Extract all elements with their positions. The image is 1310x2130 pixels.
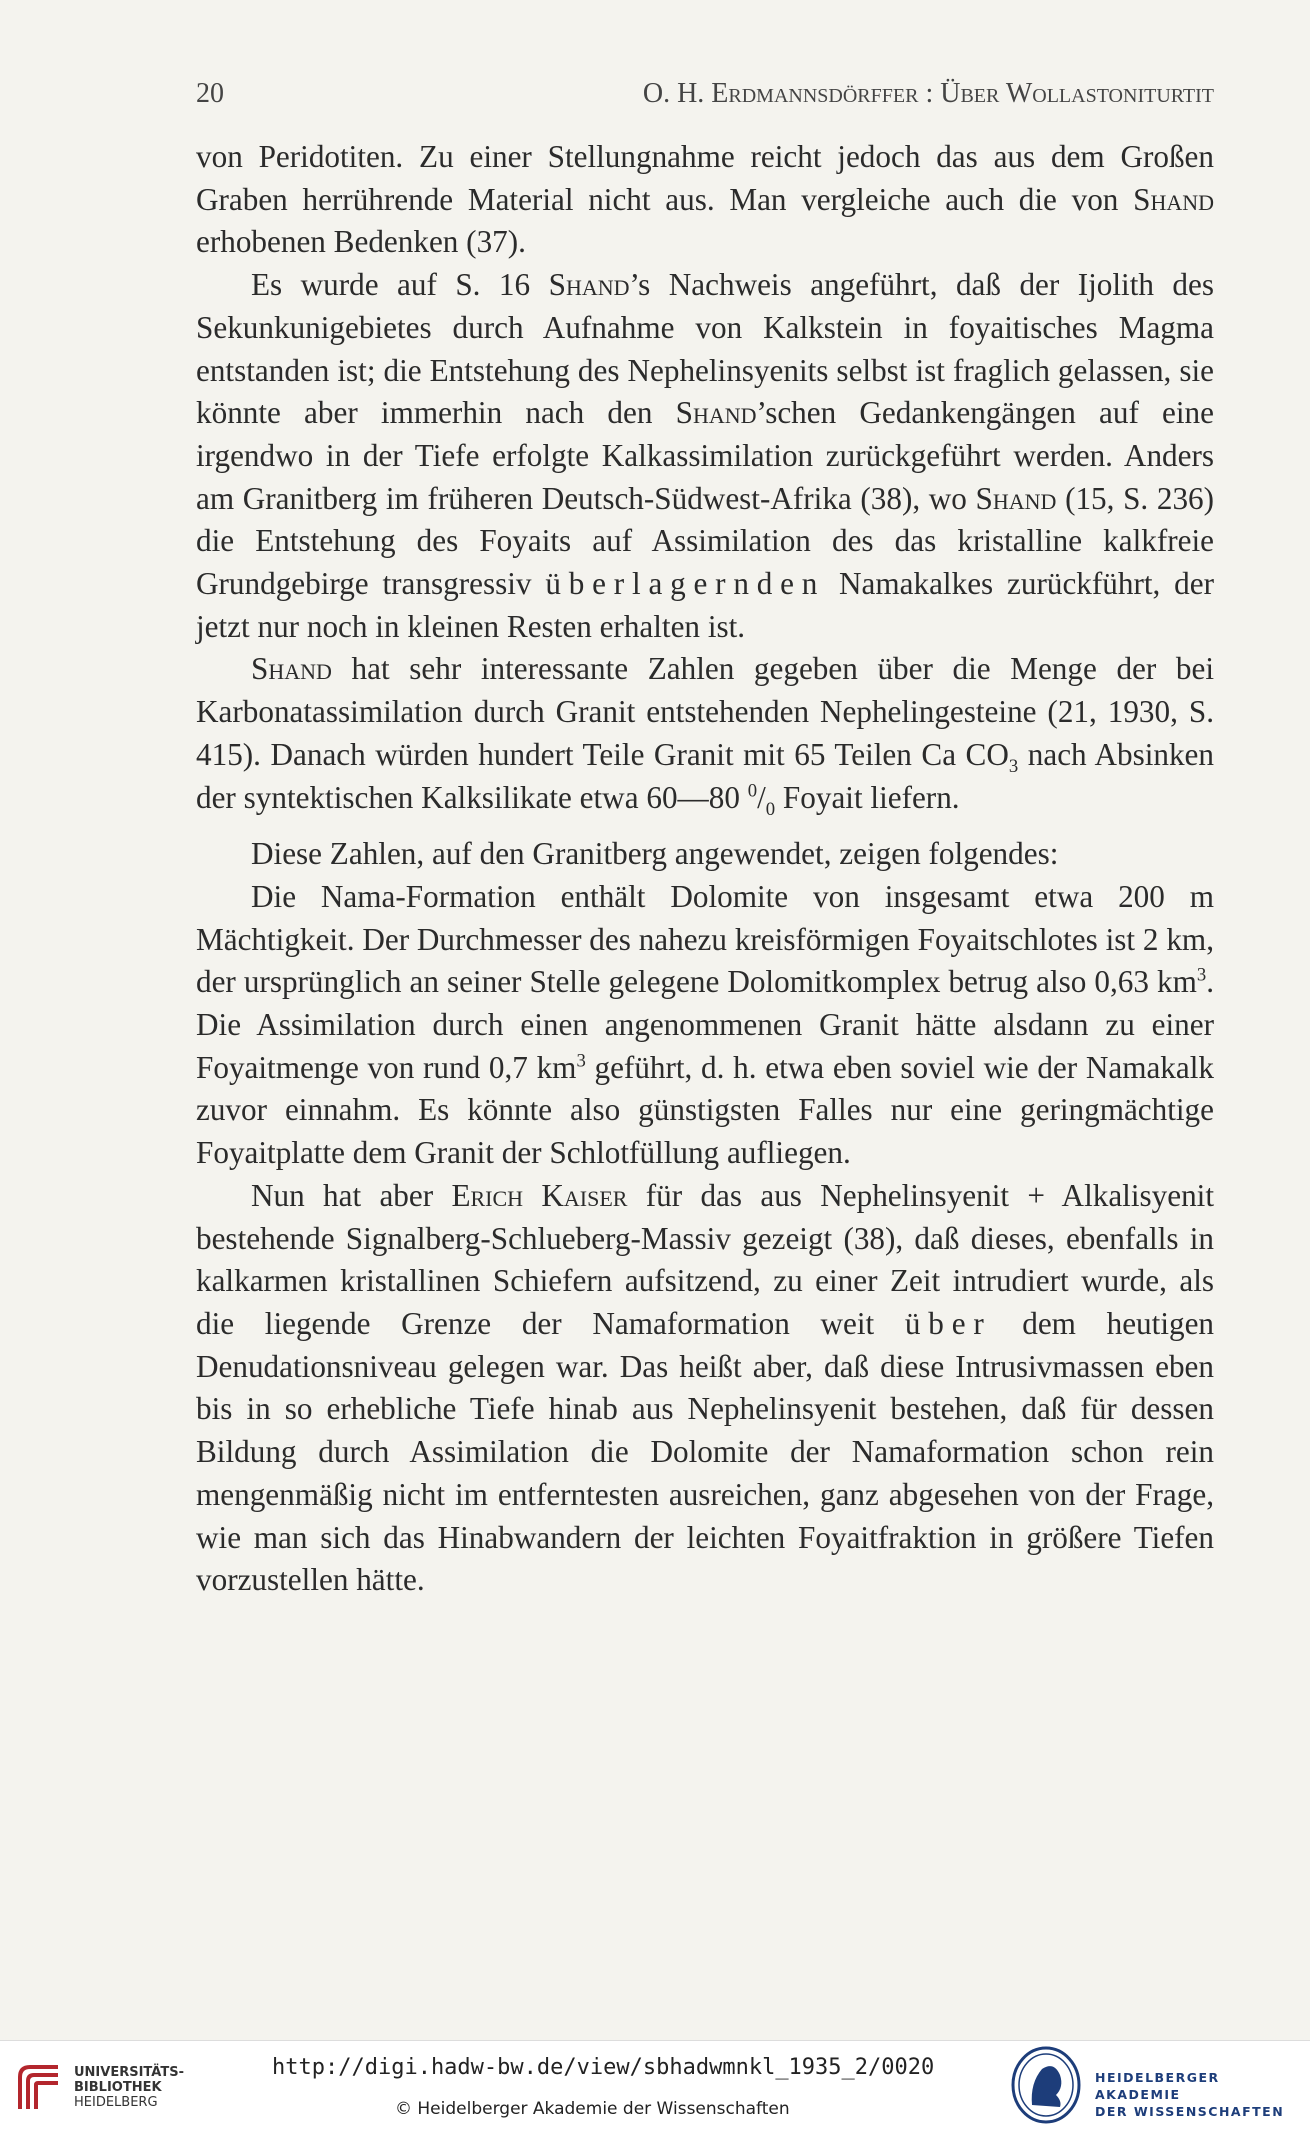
author-name-kaiser: Erich Kaiser xyxy=(451,1177,628,1213)
p5-a: Die Nama-Formation enthält Dolomite von insgesamt etwa 200 m Mächtigkeit. Der Durchmesser des nahezu kreisförmigen Foyaitschlotes ist 2 km, der ursprünglich an seiner Stelle gelegene Dolomitkomplex betrug also 0,63 km xyxy=(196,878,1214,1000)
author-name-shand: Shand xyxy=(1133,181,1215,217)
superscript-3: 3 xyxy=(1196,964,1207,986)
author-name-shand: Shand xyxy=(675,395,757,431)
page-number: 20 xyxy=(196,78,224,109)
paragraph-2 xyxy=(196,264,1214,648)
p2-a: Es wurde auf S. 16 xyxy=(251,267,531,303)
spaced-emphasis: überlagernden xyxy=(545,566,826,602)
paragraph-6 xyxy=(196,1175,1214,1602)
author-name-shand: Shand xyxy=(251,651,332,687)
copyright-notice: © Heidelberger Akademie der Wissenschaften xyxy=(395,2099,790,2119)
paragraph-5 xyxy=(196,876,1214,1175)
library-line-1: UNIVERSITÄTS- xyxy=(74,2064,184,2080)
permille-sub: 0 xyxy=(765,798,776,820)
permille-slash: / xyxy=(757,779,766,815)
academy-name[interactable] xyxy=(1095,2069,1310,2120)
p5-c: geführt, d. h. etwa eben soviel wie der Namakalk zuvor einnahm. Es könnte also günstigsten Falles nur eine geringmächtige Foyaitplatte dem Granit der Schlotfüllung aufliegen. xyxy=(196,1049,1214,1171)
p2-c: ’schen Gedankengängen auf eine irgendwo in der Tiefe erfolgte Kalkassimilation zurückgeführt werden. Anders am Granitberg im früheren Deutsch-Südwest-Afrika (38), wo xyxy=(196,395,1214,516)
p1-text: von Peridotiten. Zu einer Stellungnahme reicht jedoch das aus dem Großen Graben herrührende Material nicht aus. Man vergleiche auch die von xyxy=(196,139,1214,217)
p6-a: Nun hat aber xyxy=(251,1177,434,1213)
paragraph-4: Diese Zahlen, auf den Granitberg angewendet, zeigen folgendes: xyxy=(251,836,1059,872)
ub-heidelberg-logo-icon xyxy=(14,2059,64,2115)
permalink-url[interactable]: http://digi.hadw-bw.de/view/sbhadwmnkl_1935_2/0020 xyxy=(272,2055,935,2080)
p2-b: ’s Nachweis angeführt, daß der Ijolith des Sekunkunigebietes durch Aufnahme von Kalkstein in foyaitisches Magma entstanden ist; die Entstehung des Nephelinsyenits selbst ist fraglich gelassen, sie könnte aber immerhin nach den xyxy=(196,267,1214,431)
p2-e: Namakalkes zurückführt, der jetzt nur noch in kleinen Resten erhalten ist. xyxy=(196,566,1215,644)
library-line-3: HEIDELBERG xyxy=(74,2094,158,2110)
p3-a: hat sehr interessante Zahlen gegeben über die Menge der bei Karbonatassimilation durch Granit entstehenden Nephelingesteine (21, 1930, S. 415). Danach würden hundert Teile Granit mit 65 Teilen Ca CO xyxy=(196,651,1215,772)
academy-seal-icon xyxy=(1010,2045,1082,2125)
p3-b: nach Absinken der syntektischen Kalksilikate etwa 60—80 xyxy=(196,736,1214,815)
library-logo[interactable] xyxy=(14,2059,184,2115)
author-name-shand: Shand xyxy=(975,480,1057,516)
permille-sup: 0 xyxy=(747,780,758,802)
p5-b: . Die Assimilation durch einen angenommenen Granit hätte alsdann zu einer Foyaitmenge von rund 0,7 km xyxy=(196,964,1214,1085)
spaced-emphasis: über xyxy=(904,1305,992,1341)
paragraph-1 xyxy=(196,136,1214,264)
paragraph-3 xyxy=(196,648,1214,819)
p3-c: Foyait liefern. xyxy=(782,779,960,815)
p2-d: (15, S. 236) die Entstehung des Foyaits auf Assimilation des das kristalline kalkfreie Grundgebirge transgressiv xyxy=(196,480,1215,602)
library-name xyxy=(74,2065,184,2110)
superscript-3: 3 xyxy=(576,1050,586,1072)
p6-c: dem heutigen Denudationsniveau gelegen war. Das heißt aber, daß diese Intrusivmassen eben bis in so erhebliche Tiefe hinab aus Nephelinsyenit bestehen, daß für dessen Bildung durch Assimilation die Dolomite der Namaformation schon rein mengenmäßig nicht im entferntesten ausreichen, ganz abgesehen von der Frage, wie man sich das Hinabwandern der leichten Foyaitfraktion in größere Tiefen vorzustellen hätte. xyxy=(196,1305,1215,1598)
author-name-shand: Shand xyxy=(548,267,630,303)
subscript-3: 3 xyxy=(1008,756,1019,778)
academy-line-1: HEIDELBERGER AKADEMIE xyxy=(1095,2070,1220,2102)
p6-b: für das aus Nephelinsyenit + Alkalisyenit bestehende Signalberg-Schlueberg-Massiv gezeigt (38), daß dieses, ebenfalls in kalkarmen kristallinen Schiefern aufsitzend, zu einer Zeit intrudiert wurde, als die liegende Grenze der Namaformation weit xyxy=(196,1177,1215,1341)
running-head: O. H. Erdmannsdörffer : Über Wollastoniturtit xyxy=(642,78,1214,109)
p1-end: erhobenen Bedenken (37). xyxy=(196,224,526,260)
viewer-footer xyxy=(0,2040,1310,2130)
library-line-2: BIBLIOTHEK xyxy=(74,2079,162,2095)
body-text xyxy=(196,136,1214,1602)
academy-line-2: DER WISSENSCHAFTEN xyxy=(1095,2104,1285,2119)
page-header xyxy=(196,78,1214,110)
